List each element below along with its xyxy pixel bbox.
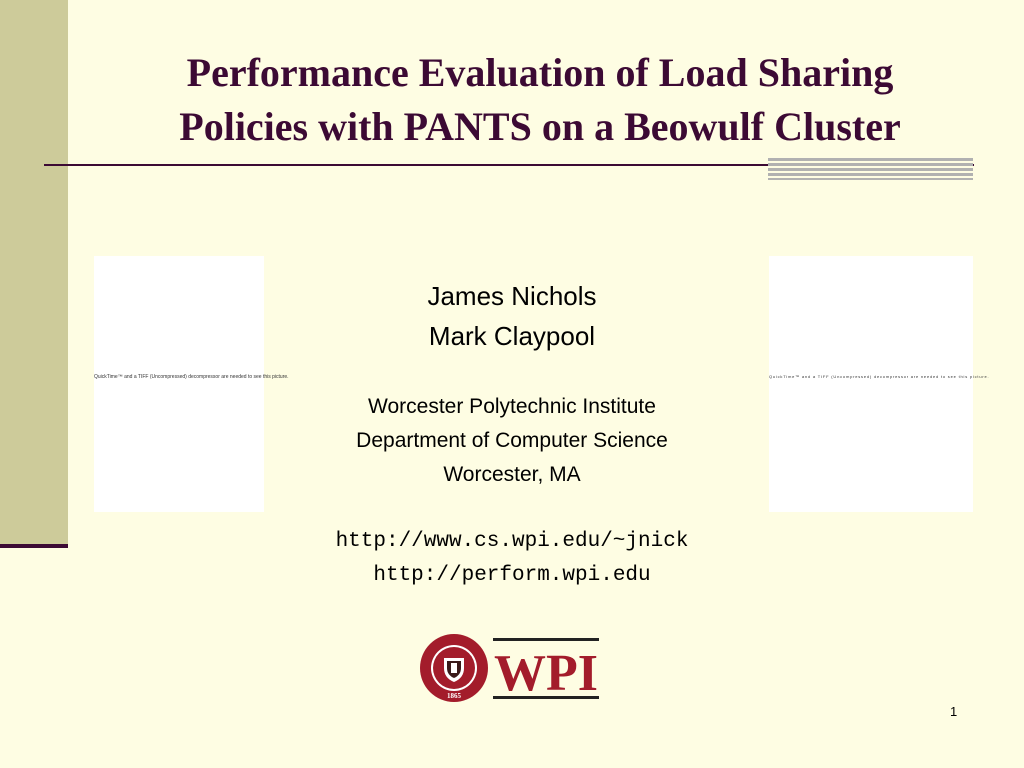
image-placeholder-right [769, 256, 990, 512]
placeholder-text-left: QuickTime™ and a TIFF (Uncompressed) decompressor are needed to see this picture. [94, 374, 289, 380]
url-homepage[interactable]: http://www.cs.wpi.edu/~jnick [335, 530, 689, 553]
affiliation-department: Department of Computer Science [356, 429, 668, 452]
page-number: 1 [950, 704, 958, 719]
seal-year: 1865 [447, 692, 461, 700]
left-accent-rule [0, 544, 68, 548]
left-accent-bar [0, 0, 68, 548]
affiliation-location: Worcester, MA [443, 463, 581, 486]
author-1: James Nichols [427, 281, 597, 311]
decorative-stripes [768, 158, 973, 180]
author-2: Mark Claypool [428, 321, 596, 351]
affiliation-institute: Worcester Polytechnic Institute [368, 395, 656, 418]
url-perform[interactable]: http://perform.wpi.edu [373, 564, 651, 587]
image-placeholder-left [94, 256, 289, 512]
wpi-wordmark: WPI [494, 645, 598, 702]
title-line-1: Performance Evaluation of Load Sharing [186, 50, 894, 95]
wpi-logo [418, 632, 602, 704]
slide-title [80, 46, 1000, 154]
title-line-2: Policies with PANTS on a Beowulf Cluster [179, 104, 901, 149]
placeholder-text-right: QuickTime™ and a TIFF (Uncompressed) decompressor are needed to see this picture. [769, 374, 990, 379]
